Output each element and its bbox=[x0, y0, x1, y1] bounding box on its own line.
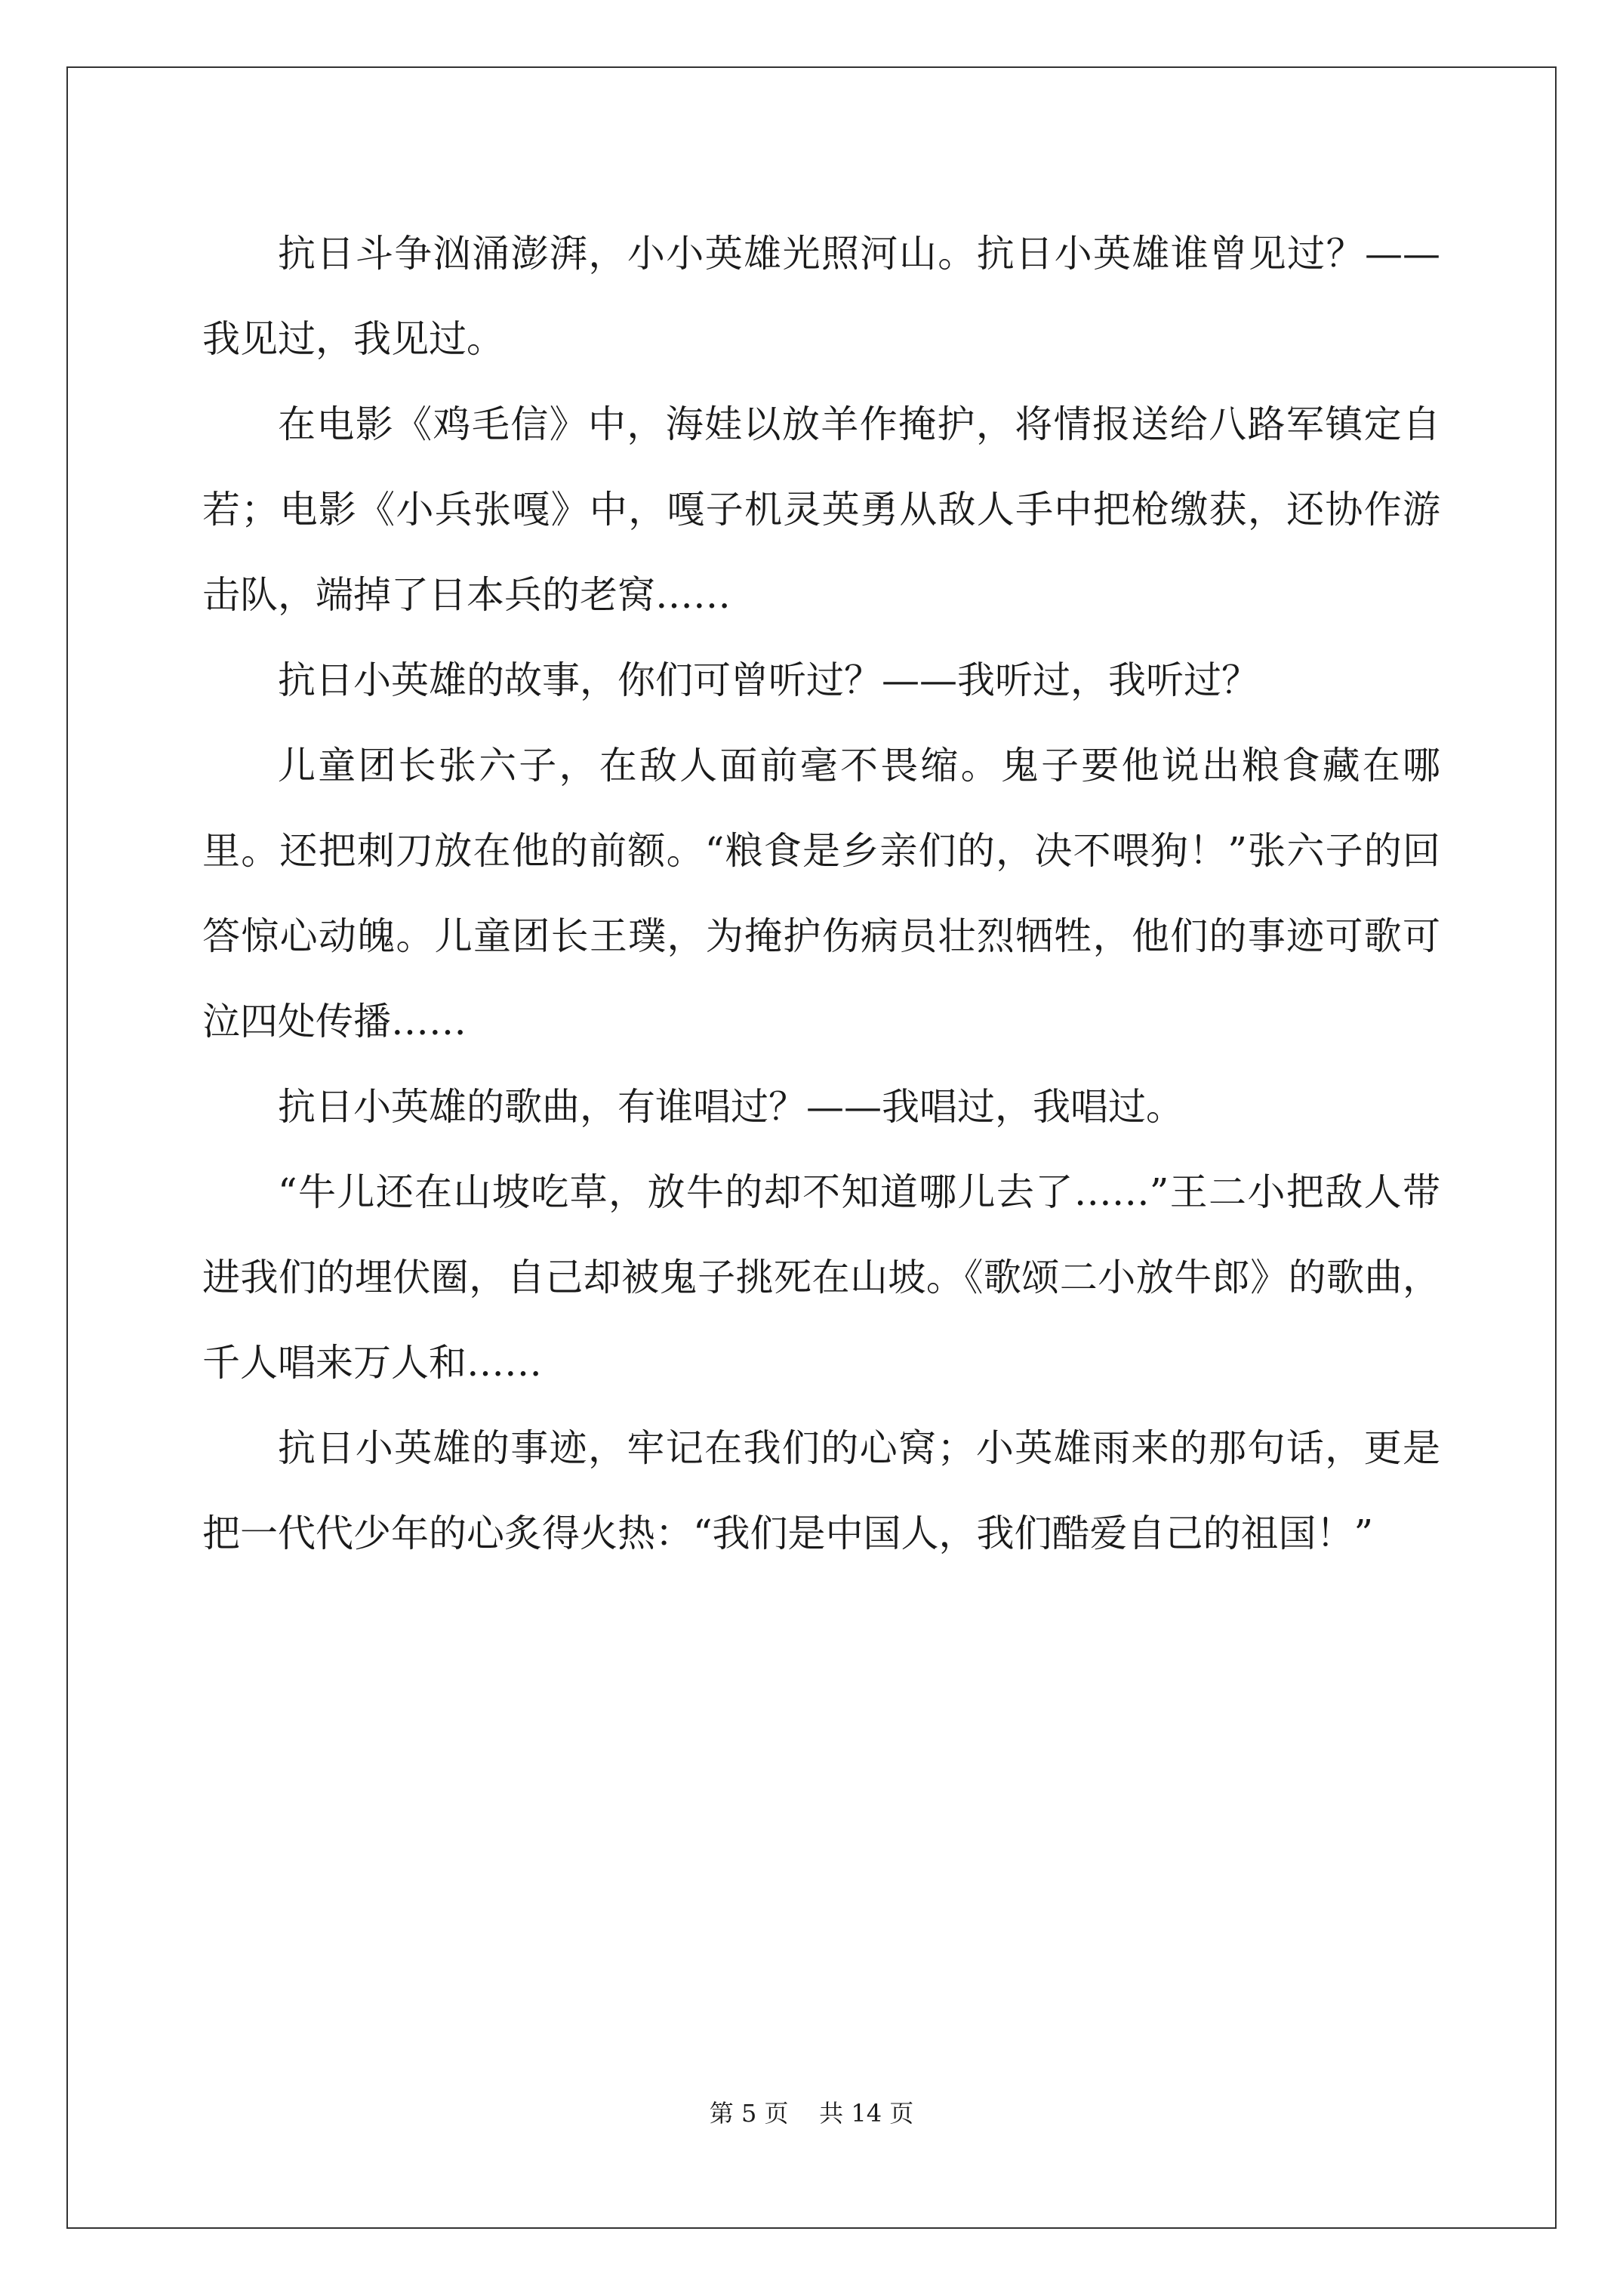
paragraph-7: 抗日小英雄的事迹，牢记在我们的心窝；小英雄雨来的那句话，更是把一代代少年的心炙得火热：“我们是中国人，我们酷爱自己的祖国！” bbox=[202, 1426, 1440, 1555]
paragraph-6: “牛儿还在山坡吃草，放牛的却不知道哪儿去了……”王二小把敌人带进我们的埋伏圈，自己却被鬼子挑死在山坡。《歌颂二小放牛郎》的歌曲，千人唱来万人和…… bbox=[202, 1170, 1440, 1385]
paragraph-5: 抗日小英雄的歌曲，有谁唱过？——我唱过，我唱过。 bbox=[278, 1085, 1184, 1129]
page-number-footer: 第 5 页 共 14 页 bbox=[709, 2099, 914, 2128]
paragraph-2: 在电影《鸡毛信》中，海娃以放羊作掩护，将情报送给八路军镇定自若；电影《小兵张嘎》中，嘎子机灵英勇从敌人手中把枪缴获，还协作游击队，端掉了日本兵的老窝…… bbox=[202, 402, 1440, 617]
paragraph-1: 抗日斗争汹涌澎湃，小小英雄光照河山。抗日小英雄谁曾见过？——我见过，我见过。 bbox=[202, 232, 1440, 361]
document-body bbox=[202, 211, 1440, 1576]
paragraph-4: 儿童团长张六子，在敌人面前毫不畏缩。鬼子要他说出粮食藏在哪里。还把刺刀放在他的前额。“粮食是乡亲们的，决不喂狗！”张六子的回答惊心动魄。儿童团长王璞，为掩护伤病员壮烈牺牲，他们的事迹可歌可泣四处传播…… bbox=[202, 744, 1440, 1043]
paragraph-3: 抗日小英雄的故事，你们可曾听过？——我听过，我听过？ bbox=[278, 658, 1259, 702]
